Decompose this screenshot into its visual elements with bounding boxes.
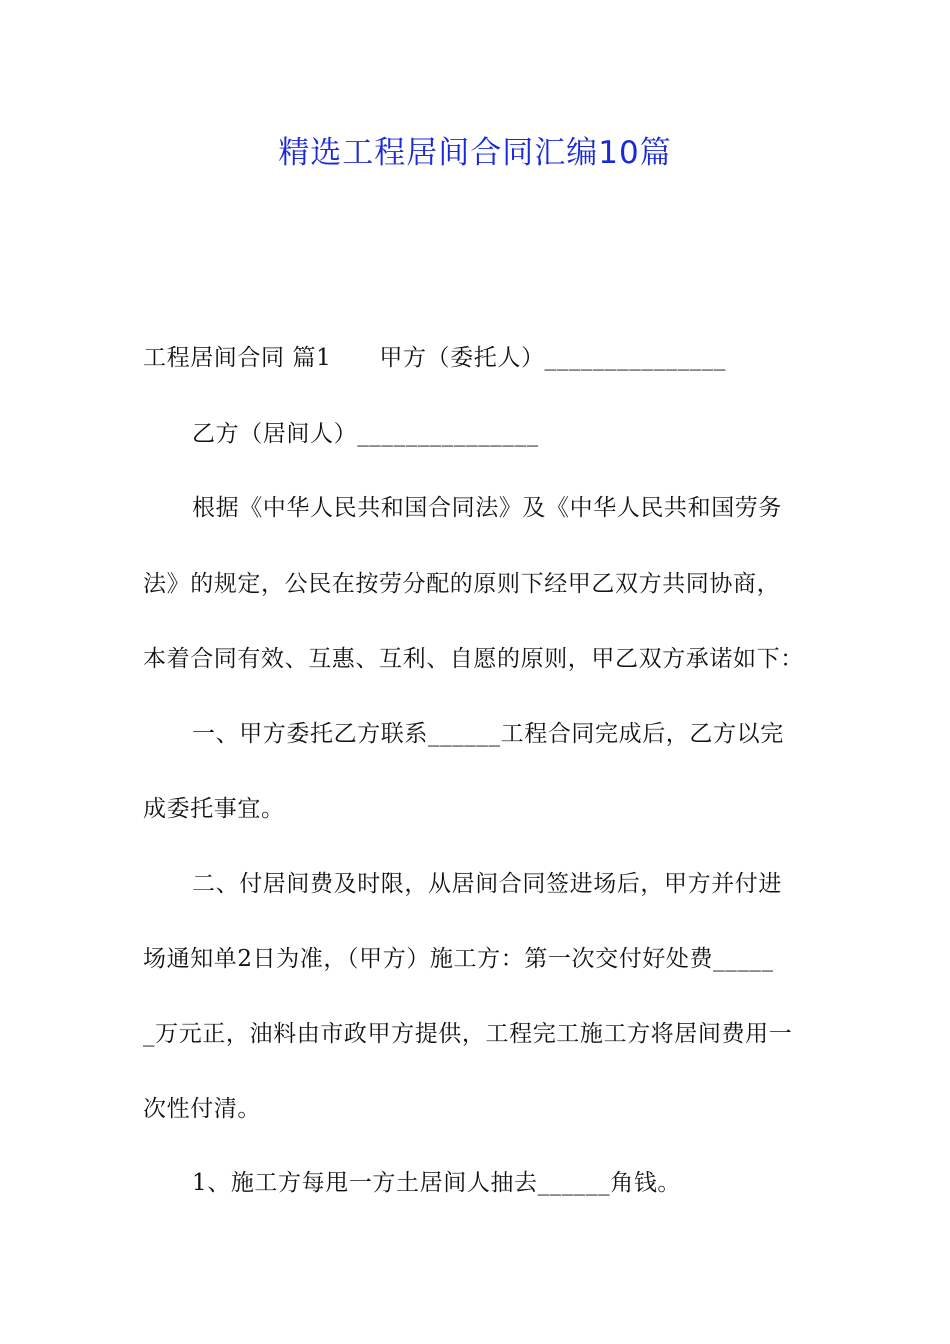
paragraph-line: _万元正，油料由市政甲方提供，工程完工施工方将居间费用一 (143, 1021, 793, 1047)
paragraph-line: 成委托事宜。 (143, 796, 285, 822)
paragraph-line: 次性付清。 (143, 1096, 261, 1122)
paragraph-line: 场通知单2日为准，（甲方）施工方：第一次交付好处费_____ (143, 946, 774, 972)
paragraph-line: 根据《中华人民共和国合同法》及《中华人民共和国劳务 (192, 495, 782, 521)
document-title: 精选工程居间合同汇编10篇 (278, 135, 672, 171)
party-b-line: 乙方（居间人）_______________ (192, 421, 539, 447)
contract-heading: 工程居间合同 篇1 (143, 345, 332, 371)
paragraph-line: 1、施工方每甩一方土居间人抽去______角钱。 (192, 1170, 682, 1196)
contract-heading-line (143, 340, 726, 376)
party-a-line: 甲方（委托人）_______________ (379, 345, 727, 371)
paragraph-line: 法》的规定，公民在按劳分配的原则下经甲乙双方共同协商， (143, 571, 781, 597)
paragraph-line: 二、付居间费及时限，从居间合同签进场后，甲方并付进 (192, 871, 782, 897)
paragraph-line: 本着合同有效、互惠、互利、自愿的原则，甲乙双方承诺如下： (143, 646, 804, 672)
paragraph-line: 一、甲方委托乙方联系______工程合同完成后，乙方以完 (192, 721, 784, 747)
